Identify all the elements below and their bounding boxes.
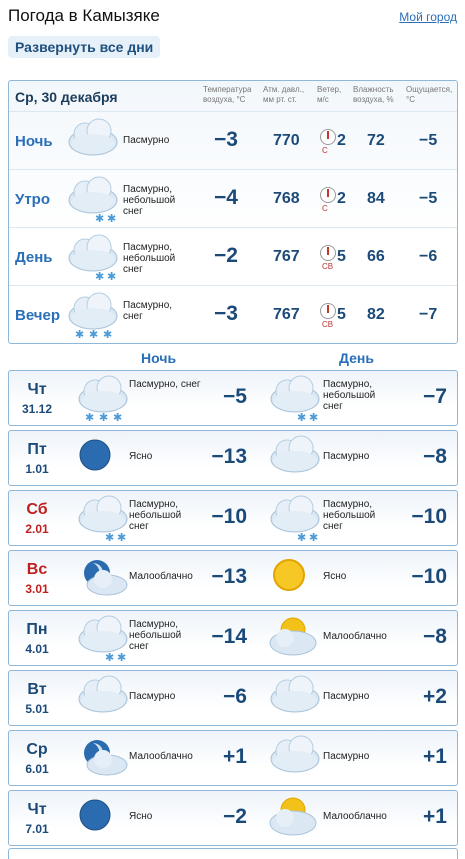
light-snow-icon	[75, 613, 131, 668]
wind-direction: С	[322, 146, 328, 155]
wind-direction-icon	[320, 303, 336, 319]
date: 6.01	[25, 762, 49, 776]
period-name: День	[15, 249, 53, 266]
today-row-1	[9, 169, 457, 228]
wind-speed: 5	[337, 306, 346, 323]
night-temperature: −10	[211, 505, 247, 528]
wind-direction: СВ	[322, 262, 334, 271]
feels-like: −6	[419, 248, 438, 265]
date: 31.12	[21, 402, 53, 416]
today-panel	[8, 80, 458, 344]
moon-icon	[75, 793, 131, 848]
col-pressure-header: Атм. давл., мм рт. ст.	[263, 85, 305, 104]
night-temperature: +1	[223, 745, 247, 768]
feels-like: −5	[419, 132, 438, 149]
svg-text:✱: ✱	[95, 212, 105, 224]
day-of-week: Сб	[26, 501, 48, 518]
light-snow-icon	[267, 373, 323, 428]
overcast-icon	[267, 673, 323, 728]
night-temperature: −6	[223, 685, 247, 708]
light-snow-icon	[75, 493, 131, 548]
night-temperature: −13	[211, 565, 247, 588]
day-of-week: Чт	[27, 801, 47, 818]
pressure: 767	[273, 306, 300, 323]
day-column-header: День	[339, 350, 374, 366]
night-temperature: −13	[211, 445, 247, 468]
feels-like: −7	[419, 306, 438, 323]
svg-text:✱: ✱	[85, 411, 95, 423]
pressure: 767	[273, 248, 300, 265]
temperature: −4	[214, 186, 238, 209]
svg-text:✱: ✱	[297, 411, 307, 423]
svg-text:✱: ✱	[103, 328, 113, 340]
forecast-day-row[interactable]	[8, 670, 458, 726]
overcast-icon	[65, 116, 121, 171]
svg-text:✱: ✱	[309, 411, 319, 423]
day-condition: Ясно	[323, 571, 347, 582]
night-condition: Ясно	[129, 811, 153, 822]
light-snow-icon	[267, 493, 323, 548]
forecast-day-row[interactable]	[8, 430, 458, 486]
night-temperature: −2	[223, 805, 247, 828]
night-condition: Пасмурно	[129, 691, 176, 702]
night-condition: Малооблачно	[129, 571, 193, 582]
svg-text:✱: ✱	[117, 531, 127, 543]
night-condition: Пасмурно, небольшой снег	[129, 619, 182, 652]
wind-direction-icon	[320, 187, 336, 203]
col-temp-header: Температура воздуха, °C	[203, 85, 252, 104]
light-snow-icon	[65, 232, 121, 287]
date: 2.01	[25, 522, 49, 536]
my-city-link[interactable]: Мой город	[399, 10, 457, 24]
condition-text: Пасмурно, снег	[123, 300, 173, 322]
col-humidity-header: Влажность воздуха, %	[353, 85, 394, 104]
humidity: 82	[367, 306, 385, 323]
today-row-0	[9, 111, 457, 170]
wind-speed: 5	[337, 248, 346, 265]
svg-text:✱: ✱	[99, 411, 109, 423]
day-condition: Малооблачно	[323, 811, 387, 822]
svg-text:✱: ✱	[75, 328, 85, 340]
snow-icon	[75, 373, 131, 428]
period-name: Ночь	[15, 133, 53, 150]
humidity: 84	[367, 190, 385, 207]
day-of-week: Вт	[27, 681, 47, 698]
moon-cloud-icon	[75, 733, 131, 788]
wind-direction: СВ	[322, 320, 334, 329]
temperature: −3	[214, 128, 238, 151]
day-temperature: −8	[423, 625, 447, 648]
svg-text:✱: ✱	[309, 531, 319, 543]
svg-text:✱: ✱	[89, 328, 99, 340]
day-temperature: +1	[423, 805, 447, 828]
date: 7.01	[25, 822, 49, 836]
sun-icon	[267, 553, 323, 608]
day-temperature: −10	[411, 505, 447, 528]
day-of-week: Пт	[27, 441, 47, 458]
humidity: 66	[367, 248, 385, 265]
svg-text:✱: ✱	[95, 270, 105, 282]
expand-all-days-button[interactable]: Развернуть все дни	[8, 36, 160, 58]
wind-speed: 2	[337, 132, 346, 149]
day-temperature: +2	[423, 685, 447, 708]
day-of-week: Вс	[26, 561, 48, 578]
next-day-row-partial	[8, 848, 458, 859]
temperature: −2	[214, 244, 238, 267]
day-of-week: Пн	[26, 621, 48, 638]
date: 3.01	[25, 582, 49, 596]
svg-text:✱: ✱	[107, 270, 117, 282]
col-feels-header: Ощущается, °C	[406, 85, 453, 104]
day-condition: Пасмурно	[323, 691, 370, 702]
humidity: 72	[367, 132, 385, 149]
snow-icon	[65, 290, 121, 345]
day-temperature: −8	[423, 445, 447, 468]
moon-cloud-icon	[75, 553, 131, 608]
day-condition: Пасмурно, небольшой снег	[323, 499, 376, 532]
day-condition: Пасмурно, небольшой снег	[323, 379, 376, 412]
night-temperature: −14	[211, 625, 247, 648]
forecast-day-row[interactable]	[8, 490, 458, 546]
svg-text:✱: ✱	[117, 651, 127, 663]
svg-text:✱: ✱	[113, 411, 123, 423]
forecast-day-row[interactable]	[8, 790, 458, 846]
day-condition: Малооблачно	[323, 631, 387, 642]
pressure: 770	[273, 132, 300, 149]
forecast-day-row[interactable]	[8, 370, 458, 426]
col-wind-header: Ветер, м/с	[317, 85, 342, 104]
light-snow-icon	[65, 174, 121, 229]
sun-cloud-icon	[267, 793, 323, 848]
today-header	[9, 81, 457, 112]
date: 1.01	[25, 462, 49, 476]
page-title: Погода в Камызяке	[8, 6, 160, 25]
night-condition: Пасмурно, снег	[129, 379, 201, 390]
today-date: Ср, 30 декабря	[15, 89, 118, 105]
condition-text: Пасмурно, небольшой снег	[123, 184, 176, 217]
night-condition: Пасмурно, небольшой снег	[129, 499, 182, 532]
date: 4.01	[25, 642, 49, 656]
svg-text:✱: ✱	[107, 212, 117, 224]
feels-like: −5	[419, 190, 438, 207]
overcast-icon	[267, 733, 323, 788]
day-of-week: Чт	[27, 381, 47, 398]
day-condition: Пасмурно	[323, 451, 370, 462]
night-condition: Малооблачно	[129, 751, 193, 762]
period-name: Вечер	[15, 307, 61, 324]
day-temperature: −7	[423, 385, 447, 408]
sun-cloud-icon	[267, 613, 323, 668]
forecast-day-row[interactable]	[8, 610, 458, 666]
period-name: Утро	[15, 191, 51, 208]
today-row-3	[9, 285, 457, 344]
wind-speed: 2	[337, 190, 346, 207]
day-of-week: Ср	[26, 741, 48, 758]
condition-text: Пасмурно	[123, 135, 170, 146]
moon-icon	[75, 433, 131, 488]
night-column-header: Ночь	[141, 350, 177, 366]
forecast-day-row[interactable]	[8, 550, 458, 606]
day-temperature: +1	[423, 745, 447, 768]
date: 5.01	[25, 702, 49, 716]
overcast-icon	[75, 673, 131, 728]
overcast-icon	[267, 433, 323, 488]
day-temperature: −10	[411, 565, 447, 588]
night-condition: Ясно	[129, 451, 153, 462]
pressure: 768	[273, 190, 300, 207]
svg-text:✱: ✱	[105, 531, 115, 543]
today-row-2	[9, 227, 457, 286]
forecast-day-row[interactable]	[8, 730, 458, 786]
svg-text:✱: ✱	[297, 531, 307, 543]
day-condition: Пасмурно	[323, 751, 370, 762]
svg-text:✱: ✱	[105, 651, 115, 663]
night-temperature: −5	[223, 385, 247, 408]
condition-text: Пасмурно, небольшой снег	[123, 242, 176, 275]
wind-direction-icon	[320, 129, 336, 145]
wind-direction: С	[322, 204, 328, 213]
temperature: −3	[214, 302, 238, 325]
wind-direction-icon	[320, 245, 336, 261]
